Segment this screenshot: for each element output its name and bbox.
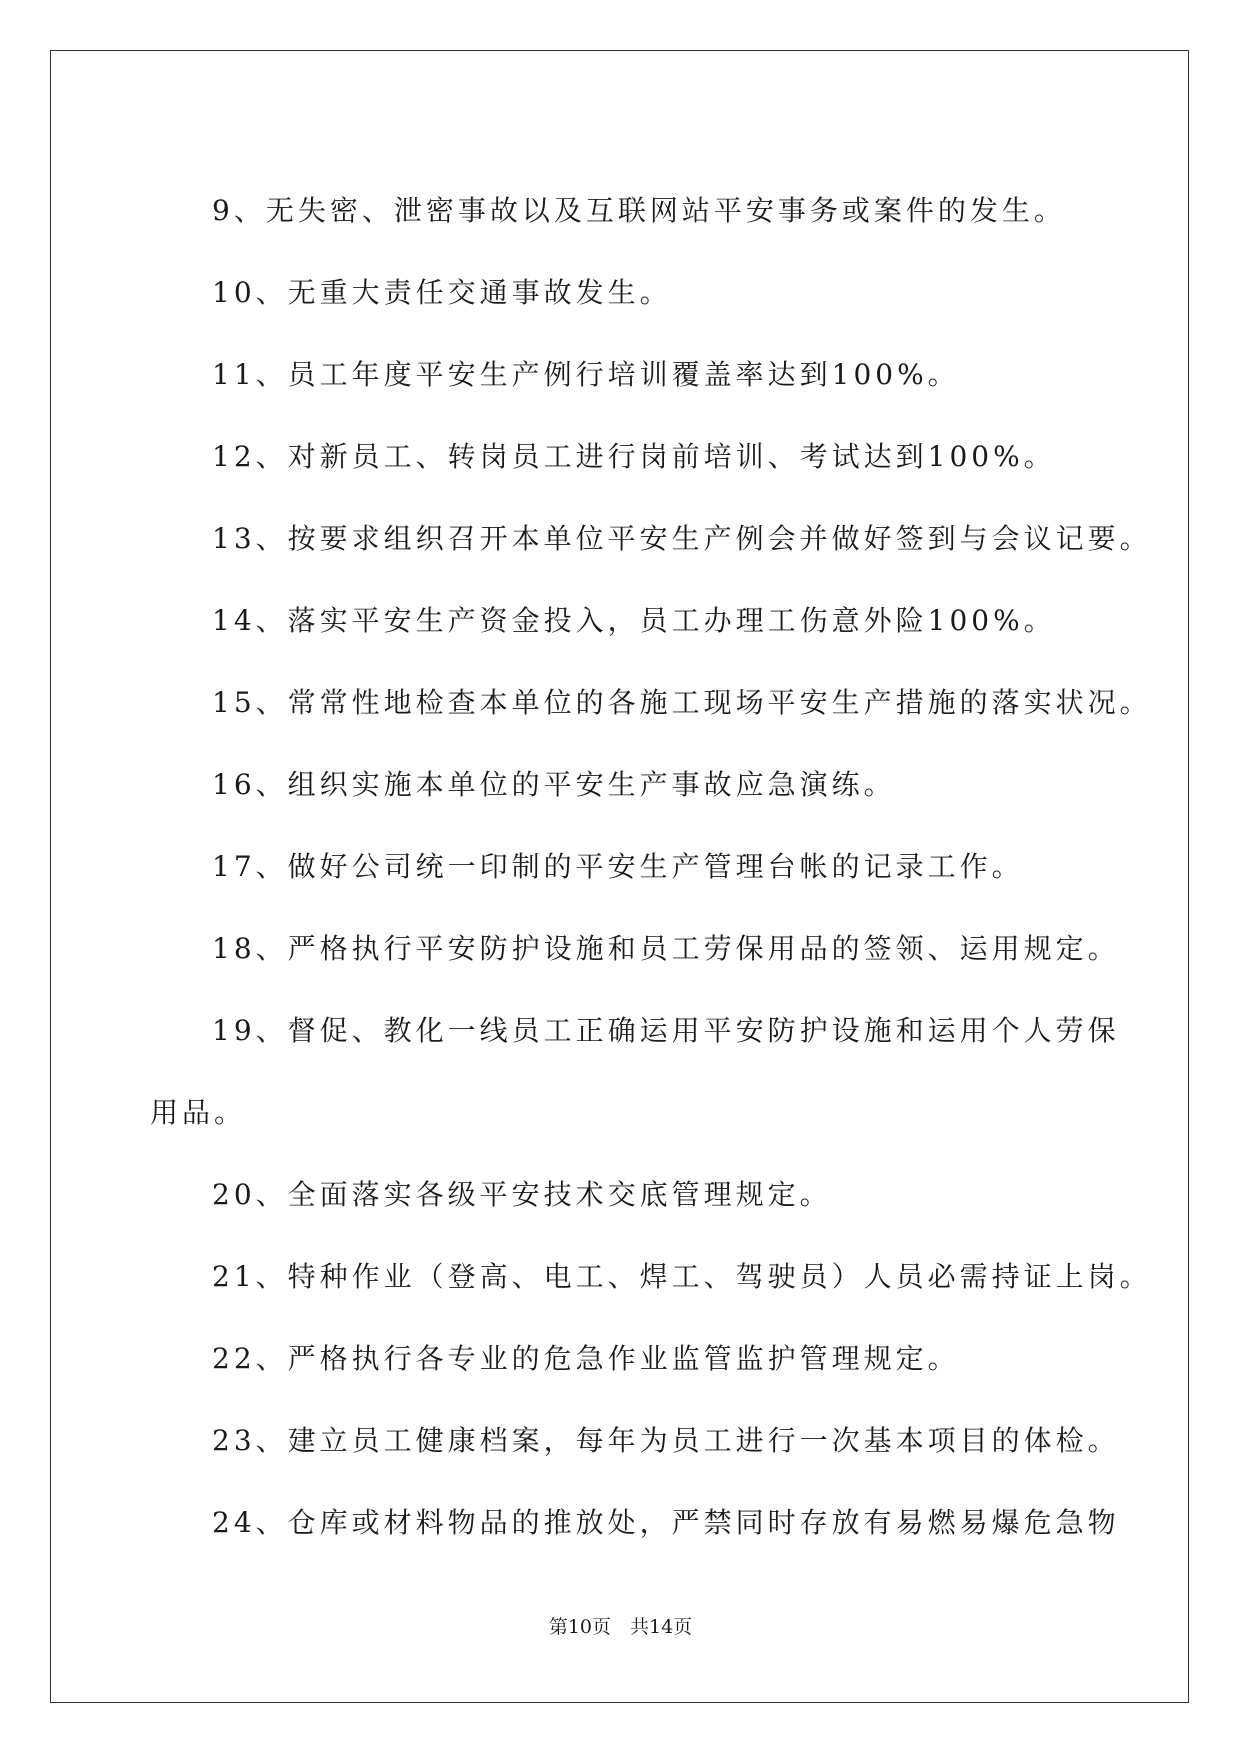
paragraph-item-11: 11、员工年度平安生产例行培训覆盖率达到100%。 (212, 358, 960, 391)
paragraph-item-21: 21、特种作业（登高、电工、焊工、驾驶员）人员必需持证上岗。 (212, 1260, 1152, 1293)
document-body (150, 170, 1152, 1564)
paragraph-item-19: 19、督促、教化一线员工正确运用平安防护设施和运用个人劳保 (212, 1014, 1120, 1047)
paragraph-item-18: 18、严格执行平安防护设施和员工劳保用品的签领、运用规定。 (212, 932, 1120, 965)
page-number-footer: 第10页 共14页 (548, 1616, 693, 1638)
paragraph-item-15: 15、常常性地检查本单位的各施工现场平安生产措施的落实状况。 (212, 686, 1152, 719)
paragraph-item-10: 10、无重大责任交通事故发生。 (212, 276, 672, 309)
paragraph-item-22: 22、严格执行各专业的危急作业监管监护管理规定。 (212, 1342, 960, 1375)
paragraph-item-17: 17、做好公司统一印制的平安生产管理台帐的记录工作。 (212, 850, 1024, 883)
paragraph-item-16: 16、组织实施本单位的平安生产事故应急演练。 (212, 768, 896, 801)
paragraph-item-12: 12、对新员工、转岗员工进行岗前培训、考试达到100%。 (212, 440, 1056, 473)
paragraph-item-19-continued: 用品。 (150, 1096, 247, 1129)
paragraph-item-14: 14、落实平安生产资金投入，员工办理工伤意外险100%。 (212, 604, 1056, 637)
paragraph-item-23: 23、建立员工健康档案，每年为员工进行一次基本项目的体检。 (212, 1424, 1120, 1457)
paragraph-item-24: 24、仓库或材料物品的推放处，严禁同时存放有易燃易爆危急物 (212, 1506, 1120, 1539)
paragraph-item-13: 13、按要求组织召开本单位平安生产例会并做好签到与会议记要。 (212, 522, 1152, 555)
paragraph-item-9: 9、无失密、泄密事故以及互联网站平安事务或案件的发生。 (212, 194, 1066, 227)
paragraph-item-20: 20、全面落实各级平安技术交底管理规定。 (212, 1178, 832, 1211)
